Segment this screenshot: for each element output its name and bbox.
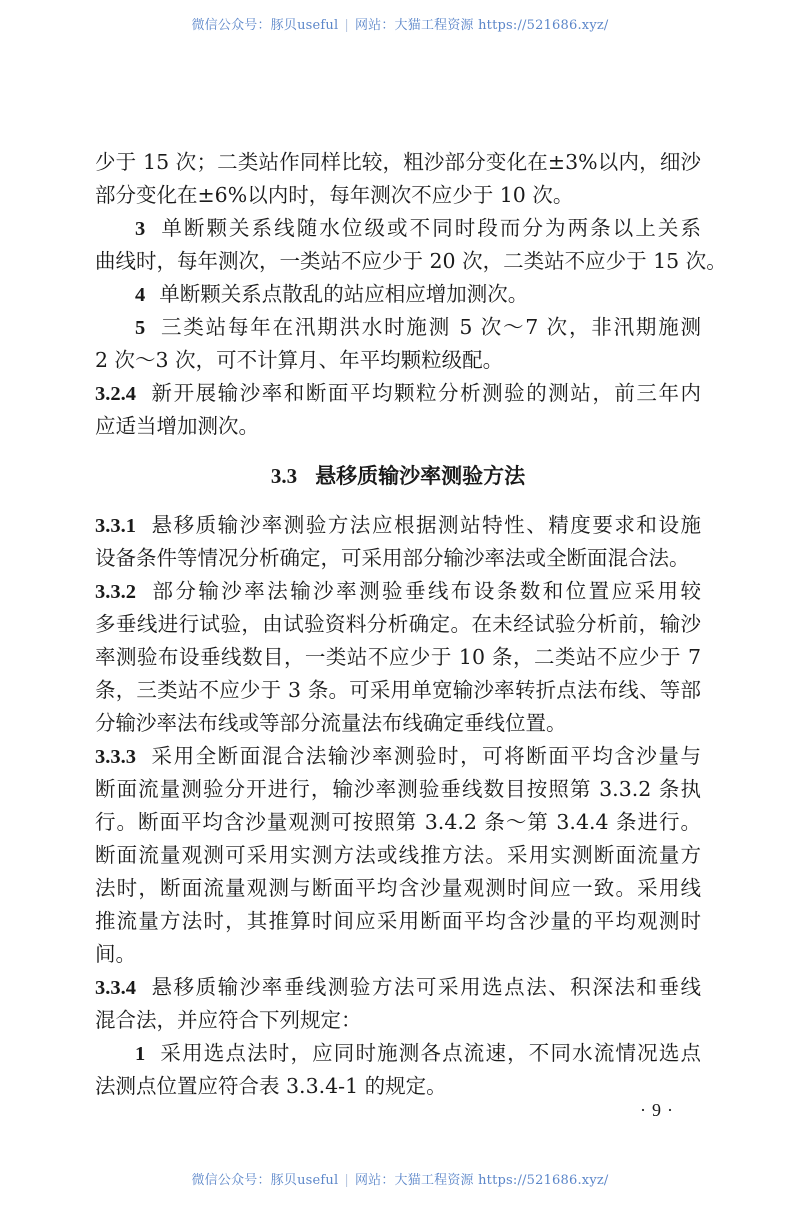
clause-text: 部分输沙率法输沙率测验垂线布设条数和位置应采用较 bbox=[150, 579, 701, 603]
clause-3-3-1 bbox=[95, 509, 701, 542]
paragraph-line: 部分变化在±6%以内时，每年测次不应少于 10 次。 bbox=[95, 183, 574, 207]
paragraph-line: 多垂线进行试验，由试验资料分析确定。在未经试验分析前，输沙 bbox=[95, 612, 701, 636]
section-heading bbox=[95, 443, 701, 509]
clause-3-3-2 bbox=[95, 575, 701, 608]
paragraph-line: 率测验布设垂线数目，一类站不应少于 10 条，二类站不应少于 7 bbox=[95, 645, 701, 669]
paragraph-line: 断面流量观测可采用实测方法或线推方法。采用实测断面流量方 bbox=[95, 843, 701, 867]
paragraph-line: 曲线时，每年测次，一类站不应少于 20 次，二类站不应少于 15 次。 bbox=[95, 249, 727, 273]
list-item-5 bbox=[95, 311, 701, 344]
watermark-website: 网站：大猫工程资源 https://521686.xyz/ bbox=[354, 18, 609, 33]
page-number: ·9· bbox=[640, 1100, 679, 1120]
clause-3-2-4 bbox=[95, 377, 701, 410]
clause-number: 3.3.1 bbox=[95, 515, 136, 537]
clause-text: 悬移质输沙率测验方法应根据测站特性、精度要求和设施 bbox=[150, 513, 701, 537]
watermark-wechat: 微信公众号：豚贝useful bbox=[191, 1173, 339, 1188]
paragraph-line: 行。断面平均含沙量观测可按照第 3.4.2 条～第 3.4.4 条进行。 bbox=[95, 810, 701, 834]
item-number: 4 bbox=[135, 284, 146, 306]
paragraph-line: 推流量方法时，其推算时间应采用断面平均含沙量的平均观测时 bbox=[95, 909, 701, 933]
paragraph-line: 混合法，并应符合下列规定： bbox=[95, 1008, 362, 1032]
paragraph-line: 应适当增加测次。 bbox=[95, 414, 259, 438]
watermark-separator: | bbox=[344, 1173, 349, 1188]
section-title: 悬移质输沙率测验方法 bbox=[315, 463, 526, 488]
watermark-website: 网站：大猫工程资源 https://521686.xyz/ bbox=[354, 1173, 609, 1188]
clause-text: 新开展输沙率和断面平均颗粒分析测验的测站，前三年内 bbox=[150, 381, 701, 405]
watermark-wechat: 微信公众号：豚贝useful bbox=[191, 18, 339, 33]
paragraph-line: 断面流量测验分开进行，输沙率测验垂线数目按照第 3.3.2 条执 bbox=[95, 777, 701, 801]
item-number: 3 bbox=[135, 218, 146, 240]
watermark-top bbox=[0, 14, 800, 33]
item-number: 5 bbox=[135, 317, 146, 339]
clause-text: 悬移质输沙率垂线测验方法可采用选点法、积深法和垂线 bbox=[150, 975, 701, 999]
item-text: 单断颗关系点散乱的站应相应增加测次。 bbox=[159, 282, 529, 306]
clause-number: 3.3.2 bbox=[95, 581, 136, 603]
paragraph-line: 间。 bbox=[95, 942, 136, 966]
clause-3-3-4 bbox=[95, 971, 701, 1004]
item-number: 1 bbox=[135, 1043, 146, 1065]
clause-text: 采用全断面混合法输沙率测验时，可将断面平均含沙量与 bbox=[150, 744, 701, 768]
paragraph-line: 少于 15 次；二类站作同样比较，粗沙部分变化在±3%以内，细沙 bbox=[95, 150, 701, 174]
paragraph-line: 条，三类站不应少于 3 条。可采用单宽输沙率转折点法布线、等部 bbox=[95, 678, 701, 702]
paragraph-line: 分输沙率法布线或等部分流量法布线确定垂线位置。 bbox=[95, 711, 567, 735]
paragraph-line: 2 次～3 次，可不计算月、年平均颗粒级配。 bbox=[95, 348, 504, 372]
document-page bbox=[95, 146, 727, 1103]
clause-number: 3.3.4 bbox=[95, 977, 136, 999]
clause-3-3-3 bbox=[95, 740, 701, 773]
list-item-3 bbox=[95, 212, 701, 245]
watermark-separator: | bbox=[344, 18, 349, 33]
watermark-bottom bbox=[0, 1169, 800, 1188]
paragraph-line: 设备条件等情况分析确定，可采用部分输沙率法或全断面混合法。 bbox=[95, 546, 690, 570]
paragraph-line: 法时，断面流量观测与断面平均含沙量观测时间应一致。采用线 bbox=[95, 876, 701, 900]
item-text: 采用选点法时，应同时施测各点流速，不同水流情况选点 bbox=[159, 1041, 701, 1065]
item-text: 单断颗关系线随水位级或不同时段而分为两条以上关系 bbox=[159, 216, 701, 240]
list-item-4 bbox=[95, 278, 701, 311]
clause-number: 3.2.4 bbox=[95, 383, 136, 405]
list-item-1 bbox=[95, 1037, 701, 1070]
item-text: 三类站每年在汛期洪水时施测 5 次～7 次，非汛期施测 bbox=[159, 315, 701, 339]
clause-number: 3.3.3 bbox=[95, 746, 136, 768]
section-number: 3.3 bbox=[270, 464, 298, 488]
paragraph-line: 法测点位置应符合表 3.3.4-1 的规定。 bbox=[95, 1074, 447, 1098]
